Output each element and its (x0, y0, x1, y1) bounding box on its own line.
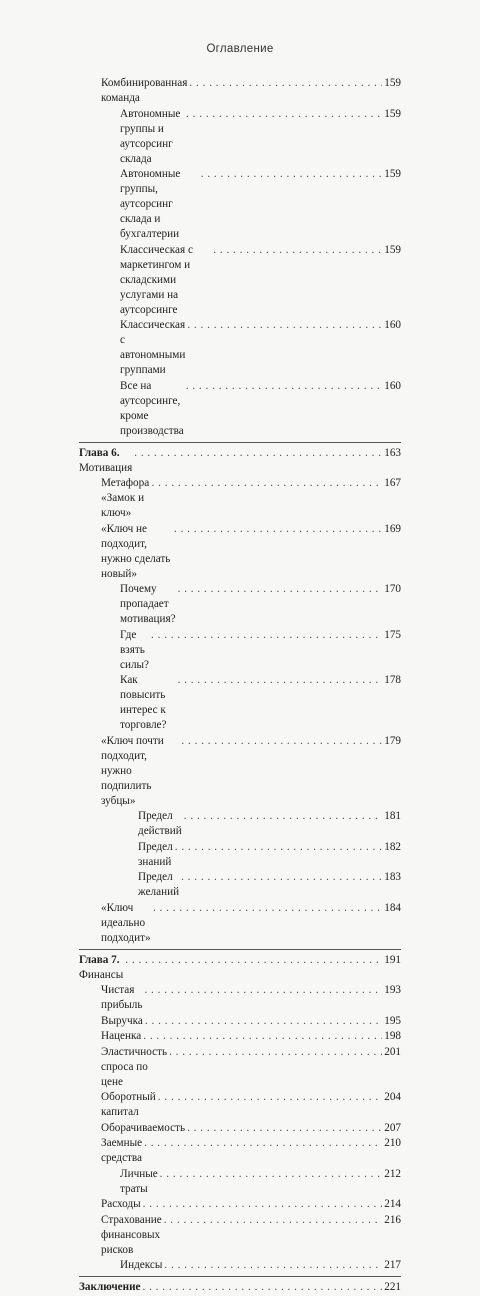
toc-page-number: 160 (384, 379, 401, 392)
toc-entry[interactable] (79, 809, 401, 839)
dot-leader (181, 734, 382, 749)
toc-entry[interactable] (79, 901, 401, 946)
toc-entry[interactable] (79, 1029, 401, 1044)
toc-entry[interactable] (79, 167, 401, 242)
toc-entry[interactable] (79, 983, 401, 1013)
toc-page-number: 193 (384, 984, 401, 996)
toc-entry-title: Классическая с маркетингом и складскими услугами на аутсорсинге (120, 243, 193, 316)
toc-page-number: 184 (384, 901, 401, 914)
toc-entry-title: Наценка (101, 1030, 142, 1042)
dot-leader (160, 1167, 383, 1182)
toc-page-number: 201 (384, 1045, 401, 1058)
toc-page-number: 183 (384, 871, 401, 883)
toc-entry-title: «Ключ идеально подходит» (101, 901, 151, 944)
toc-entry-title: Автономные группы, аутсорсинг склада и бухгалтерии (120, 168, 181, 240)
page-header: Оглавление (206, 43, 274, 55)
dot-leader (142, 1280, 382, 1295)
toc-page-number: 195 (384, 1014, 401, 1027)
toc-chapter-entry[interactable] (79, 1280, 401, 1295)
toc-entry-title: Предел желаний (138, 871, 180, 898)
toc-entry-title: Эластичность спроса по цене (101, 1045, 168, 1088)
toc-entry[interactable] (79, 734, 401, 809)
table-of-contents (79, 76, 401, 1296)
dot-leader (134, 446, 382, 461)
dot-leader (158, 1090, 382, 1105)
toc-chapter-entry[interactable] (79, 953, 401, 983)
dot-leader (164, 1213, 383, 1228)
toc-entry-title: Выручка (101, 1014, 143, 1027)
toc-entry-title (79, 953, 123, 983)
toc-page-number: 214 (384, 1198, 401, 1210)
toc-entry[interactable] (79, 673, 401, 733)
section-divider (79, 442, 401, 443)
dot-leader (186, 107, 382, 122)
dot-leader (187, 318, 382, 333)
dot-leader (144, 983, 382, 998)
toc-entry[interactable] (79, 379, 401, 439)
toc-entry-title: Личные траты (120, 1167, 158, 1195)
toc-entry-title: Классическая с автономными группами (120, 319, 186, 376)
toc-chapter-entry[interactable] (79, 446, 401, 476)
toc-entry-title: «Ключ не подходит, нужно сделать новый» (101, 522, 171, 580)
toc-page-number: 210 (384, 1137, 401, 1149)
toc-entry-title: «Ключ почти подходит, нужно подпилить зубцы» (101, 734, 164, 807)
toc-page-number: 182 (384, 840, 401, 853)
toc-page-number: 198 (384, 1030, 401, 1042)
toc-entry-title: Автономные группы и аутсорсинг склада (120, 107, 181, 165)
toc-page-number: 221 (384, 1281, 401, 1293)
chapter-title: Мотивация (79, 461, 133, 474)
toc-entry-title: Как повысить интерес к торговле? (120, 674, 167, 731)
chapter-label: Глава 7. (79, 953, 120, 966)
toc-page-number: 169 (384, 522, 401, 535)
toc-page-number: 212 (384, 1167, 401, 1180)
dot-leader (187, 1121, 382, 1136)
toc-page-number: 163 (384, 446, 401, 459)
toc-entry[interactable] (79, 318, 401, 378)
toc-page-number: 170 (384, 583, 401, 595)
dot-leader (145, 1014, 382, 1029)
dot-leader (178, 582, 383, 597)
toc-entry[interactable] (79, 870, 401, 900)
dot-leader (175, 840, 382, 855)
toc-entry[interactable] (79, 1121, 401, 1136)
toc-entry[interactable] (79, 476, 401, 521)
dot-leader (164, 1258, 382, 1273)
toc-entry[interactable] (79, 840, 401, 870)
toc-page-number: 159 (384, 107, 401, 120)
toc-entry-title (79, 1280, 140, 1295)
section-divider (79, 1276, 401, 1277)
toc-entry-title: Оборотный капитал (101, 1091, 156, 1118)
dot-leader (201, 167, 383, 182)
toc-entry[interactable] (79, 522, 401, 582)
toc-entry[interactable] (79, 1167, 401, 1197)
toc-page-number: 191 (384, 953, 401, 966)
toc-entry-title: Где взять силы? (120, 628, 150, 671)
toc-entry[interactable] (79, 582, 401, 627)
toc-page-number: 159 (384, 77, 401, 89)
dot-leader (189, 76, 382, 91)
toc-entry[interactable] (79, 243, 401, 318)
toc-page-number: 178 (384, 674, 401, 686)
toc-page-number: 217 (384, 1259, 401, 1271)
toc-entry[interactable] (79, 76, 401, 106)
dot-leader (151, 628, 382, 643)
dot-leader (186, 379, 383, 394)
toc-entry[interactable] (79, 1258, 401, 1273)
toc-entry-title: Индексы (120, 1259, 163, 1271)
dot-leader (169, 1045, 382, 1060)
toc-entry[interactable] (79, 1045, 401, 1090)
toc-entry-title: Предел знаний (138, 840, 173, 868)
toc-page-number: 167 (384, 477, 401, 489)
chapter-label: Глава 6. (79, 446, 120, 459)
toc-entry-title: Метафора «Замок и ключ» (101, 477, 150, 519)
toc-entry-title: Оборачиваемость (101, 1121, 186, 1134)
toc-entry[interactable] (79, 628, 401, 673)
dot-leader (143, 1197, 383, 1212)
toc-entry-title: Все на аутсорсинге, кроме производства (120, 379, 184, 437)
toc-entry-title: Страхование финансовых рисков (101, 1213, 162, 1256)
toc-page-number: 160 (384, 319, 401, 331)
toc-entry-title: Почему пропадает мотивация? (120, 583, 176, 625)
toc-page-number: 207 (384, 1121, 401, 1134)
toc-entry[interactable] (79, 1136, 401, 1166)
section-divider (79, 949, 401, 950)
toc-entry-title: Расходы (101, 1198, 141, 1210)
toc-entry[interactable] (79, 1014, 401, 1029)
toc-entry[interactable] (79, 107, 401, 167)
toc-entry[interactable] (79, 1213, 401, 1258)
toc-entry-title: Чистая прибыль (101, 984, 143, 1011)
toc-entry[interactable] (79, 1090, 401, 1120)
chapter-label: Заключение (79, 1281, 141, 1293)
toc-page-number: 216 (384, 1213, 401, 1226)
dot-leader (178, 673, 383, 688)
toc-entry-title: Комбинированная команда (101, 77, 188, 104)
toc-page-number: 159 (384, 168, 401, 180)
dot-leader (144, 1136, 382, 1151)
dot-leader (125, 953, 382, 968)
toc-entry-title: Заемные средства (101, 1137, 143, 1164)
toc-entry-title (79, 446, 132, 476)
dot-leader (213, 243, 382, 258)
dot-leader (153, 901, 382, 916)
dot-leader (174, 522, 382, 537)
toc-page-number: 181 (384, 810, 401, 822)
toc-page-number: 159 (384, 243, 401, 256)
toc-page-number: 175 (384, 628, 401, 641)
toc-entry[interactable] (79, 1197, 401, 1212)
toc-entry-title: Предел действий (138, 810, 182, 837)
dot-leader (152, 476, 383, 491)
dot-leader (143, 1029, 382, 1044)
dot-leader (184, 809, 382, 824)
toc-page-number: 204 (384, 1091, 401, 1103)
toc-page-number: 179 (384, 734, 401, 747)
dot-leader (181, 870, 382, 885)
chapter-title: Финансы (79, 968, 124, 981)
